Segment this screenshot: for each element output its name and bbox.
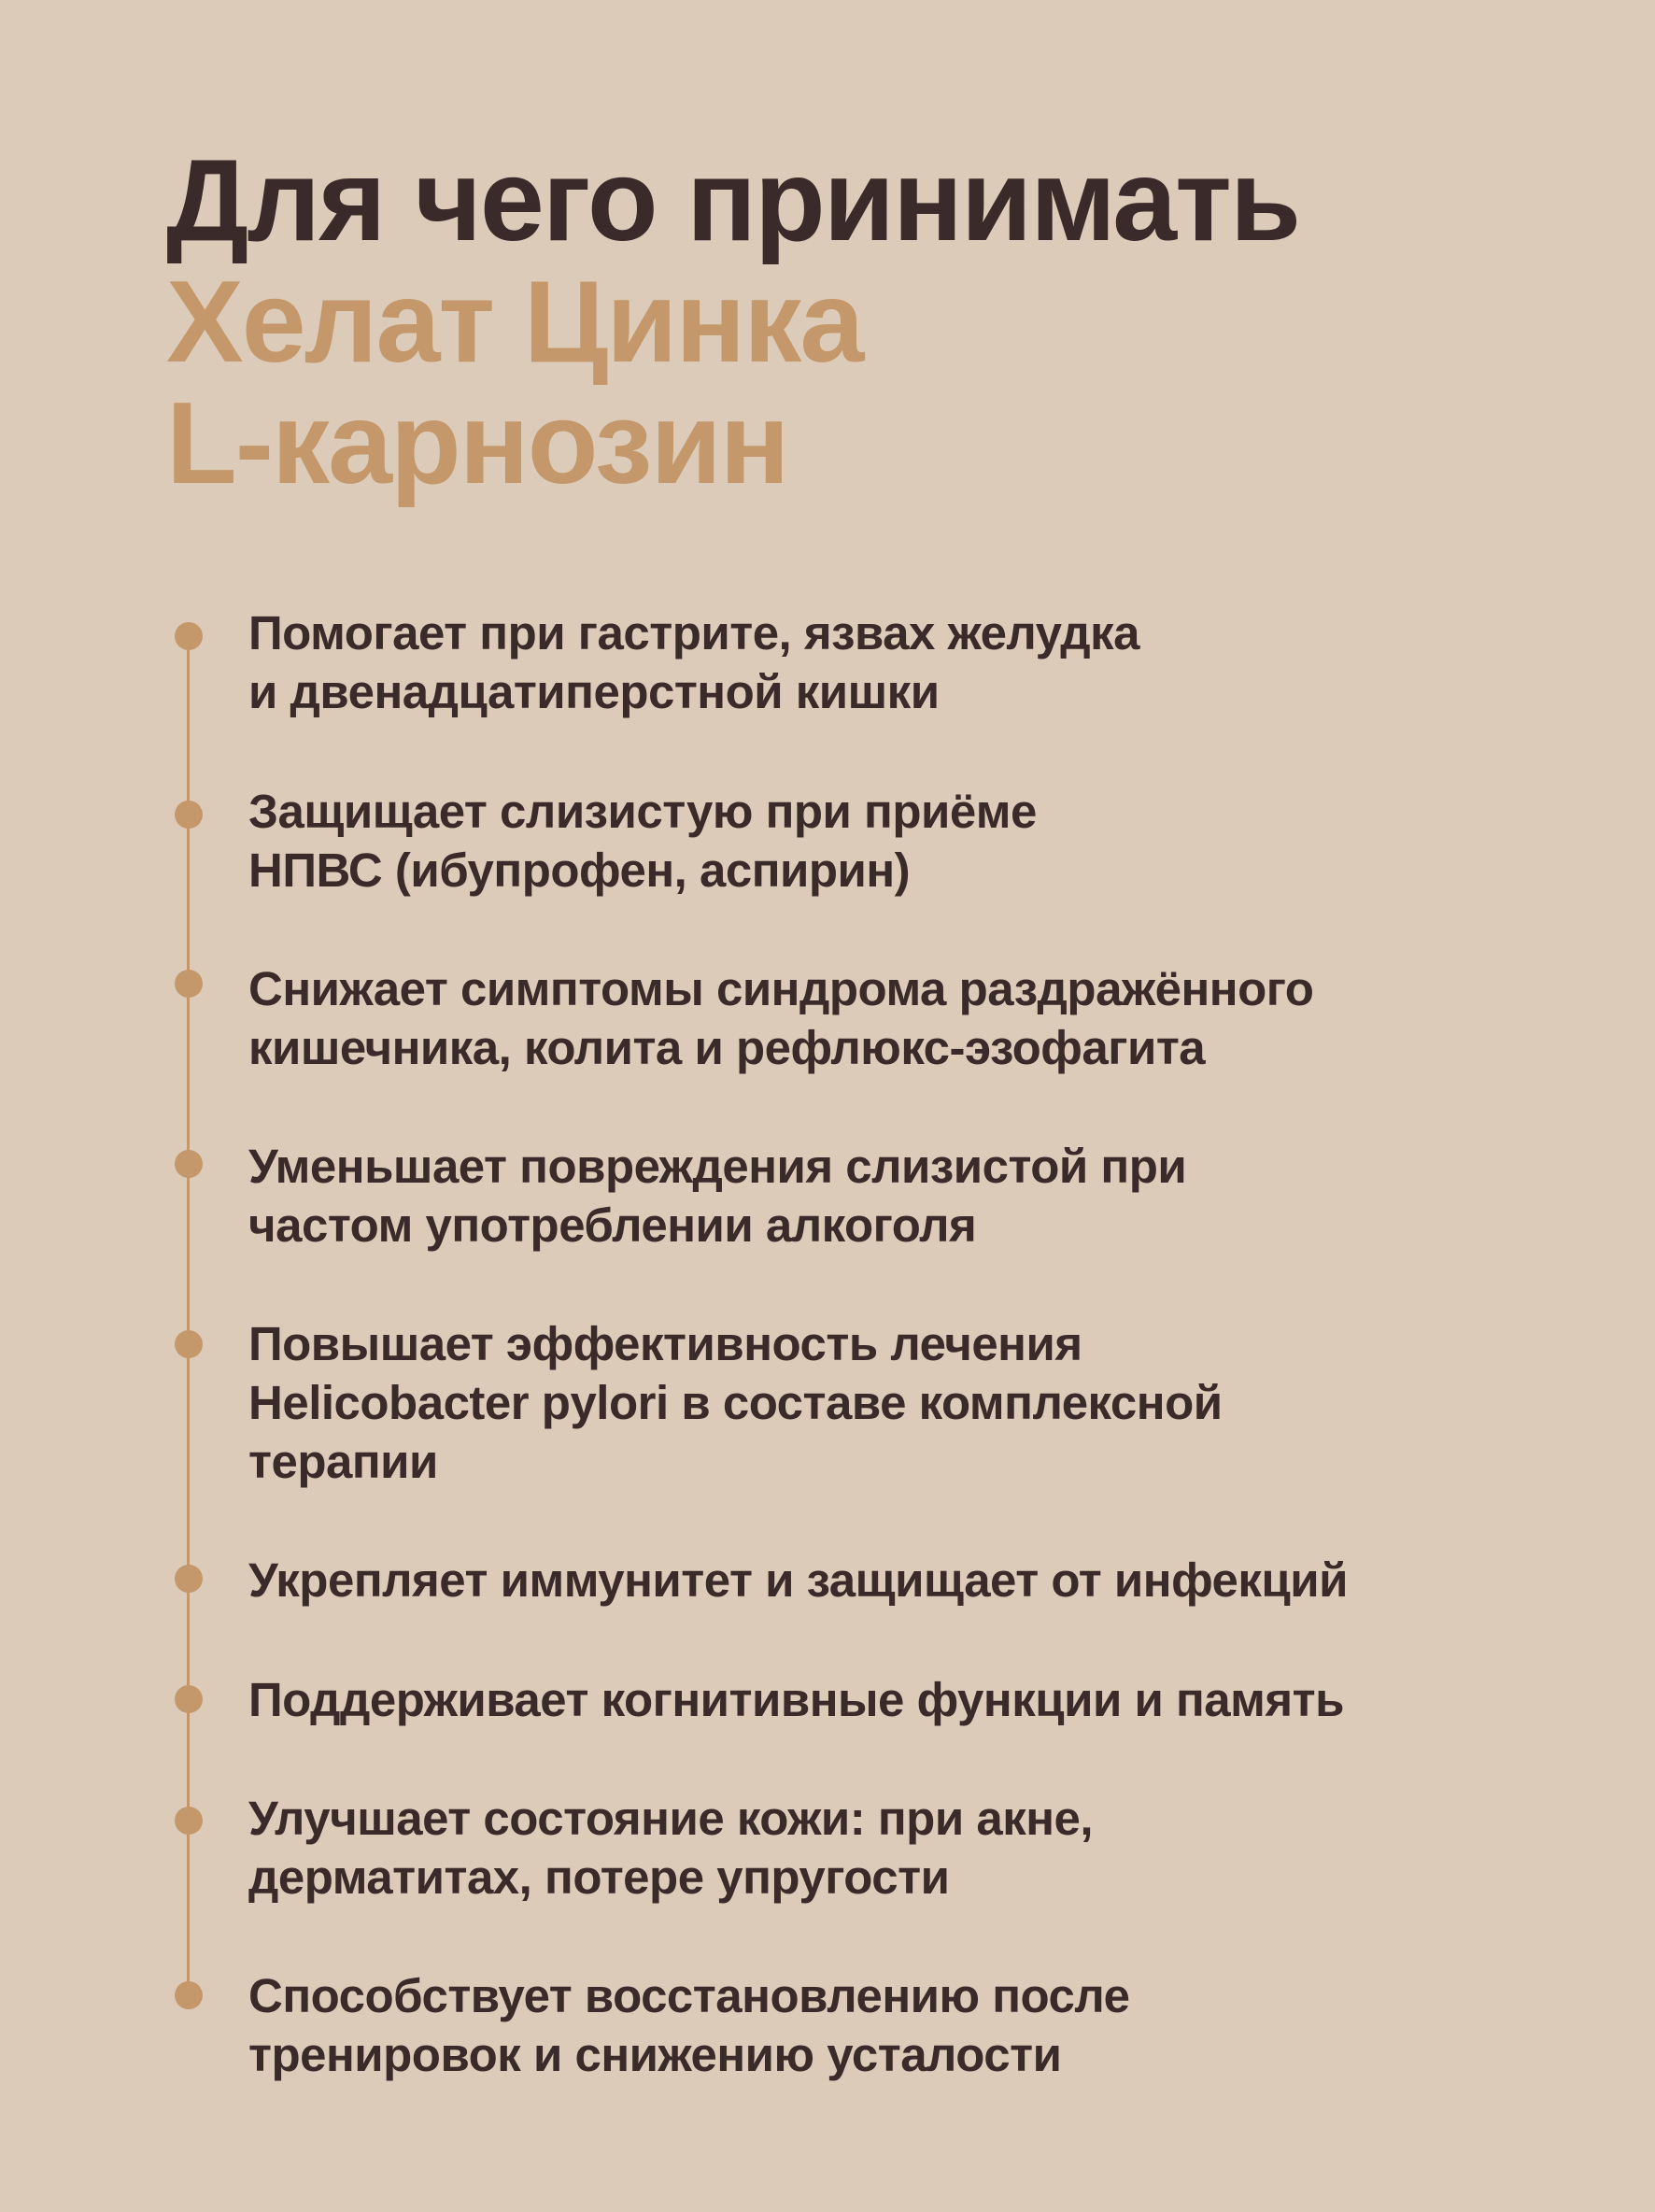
benefit-line: дерматитах, потере упругости bbox=[248, 1850, 950, 1904]
benefit-line: Укрепляет иммунитет и защищает от инфекций bbox=[248, 1553, 1348, 1607]
benefit-line: кишечника, колита и рефлюкс-эзофагита bbox=[248, 1021, 1206, 1074]
benefit-line: частом употреблении алкоголя bbox=[248, 1198, 977, 1252]
benefit-line: Уменьшает повреждения слизистой при bbox=[248, 1140, 1187, 1193]
benefit-item-4 bbox=[248, 1137, 1556, 1255]
bullet-dot bbox=[175, 622, 203, 650]
timeline-line bbox=[187, 635, 190, 1999]
benefit-line: Улучшает состояние кожи: при акне, bbox=[248, 1792, 1094, 1845]
benefit-line: Повышает эффективность лечения bbox=[248, 1317, 1082, 1370]
benefit-line: Способствует восстановлению после bbox=[248, 1969, 1130, 2022]
benefit-item-8 bbox=[248, 1789, 1556, 1907]
bullet-dot bbox=[175, 1565, 203, 1593]
benefit-item-1 bbox=[248, 603, 1556, 721]
benefit-line: Защищает слизистую при приёме bbox=[248, 785, 1037, 838]
benefit-item-6 bbox=[248, 1551, 1556, 1609]
benefit-item-3 bbox=[248, 959, 1556, 1077]
bullet-dot bbox=[175, 970, 203, 998]
bullet-dot bbox=[175, 1685, 203, 1713]
bullet-dot bbox=[175, 1807, 203, 1835]
bullet-dot bbox=[175, 1150, 203, 1178]
benefit-line: тренировок и снижению усталости bbox=[248, 2028, 1062, 2081]
title-line-3: L-карнозин bbox=[166, 379, 788, 508]
bullet-dot bbox=[175, 1330, 203, 1358]
benefit-line: Помогает при гастрите, язвах желудка bbox=[248, 606, 1140, 659]
benefit-line: НПВС (ибупрофен, аспирин) bbox=[248, 844, 911, 897]
bullet-dot bbox=[175, 1981, 203, 2009]
benefit-line: терапии bbox=[248, 1435, 438, 1488]
title-line-1: Для чего принимать bbox=[166, 136, 1300, 265]
benefit-line: и двенадцатиперстной кишки bbox=[248, 665, 940, 718]
benefit-item-2 bbox=[248, 782, 1556, 900]
title-line-2: Хелат Цинка bbox=[166, 258, 863, 387]
benefit-line: Helicobacter pylori в составе комплексной bbox=[248, 1376, 1223, 1429]
bullet-dot bbox=[175, 801, 203, 829]
benefit-item-9 bbox=[248, 1966, 1556, 2084]
benefit-line: Поддерживает когнитивные функции и память bbox=[248, 1673, 1344, 1726]
benefit-item-7 bbox=[248, 1670, 1556, 1729]
benefit-item-5 bbox=[248, 1314, 1556, 1491]
benefit-line: Снижает симптомы синдрома раздражённого bbox=[248, 962, 1314, 1015]
